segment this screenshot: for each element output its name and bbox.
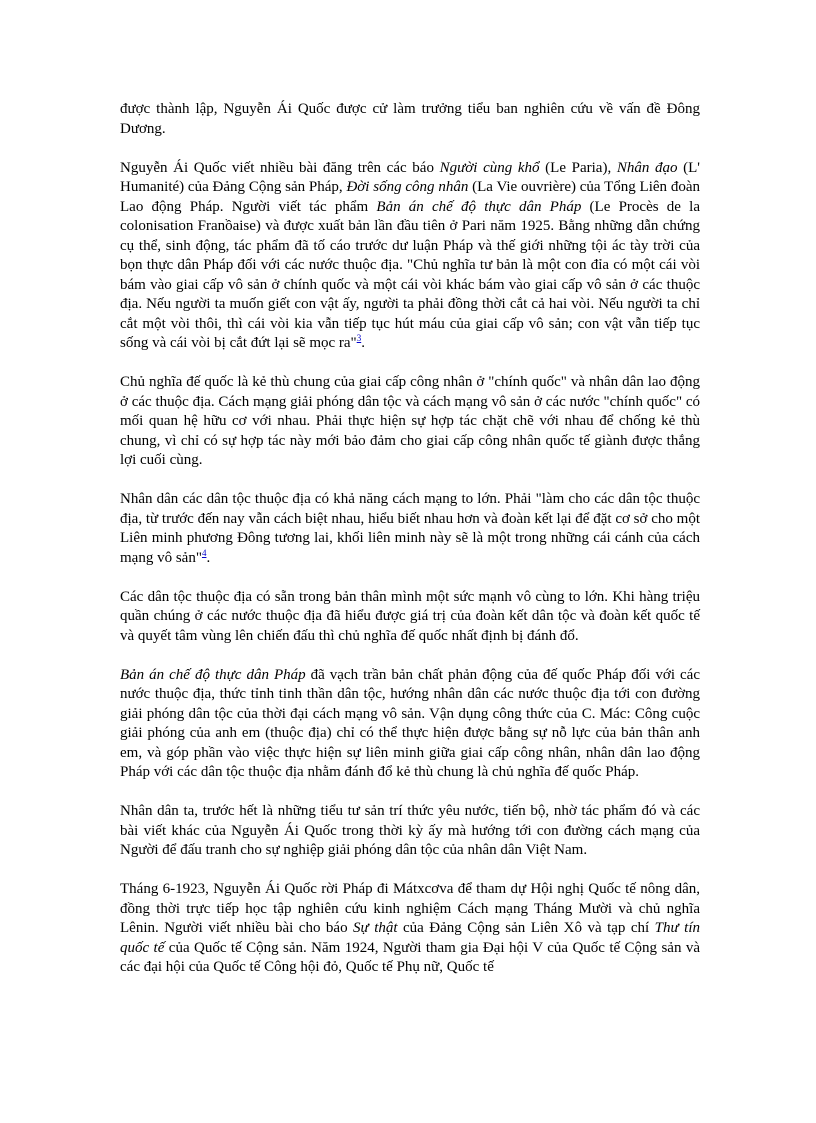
paragraph-5 [120,588,700,647]
paragraph-3 [120,373,700,471]
paragraph-2 [120,159,700,354]
paragraph-6 [120,666,700,783]
paragraph-5-text: Các dân tộc thuộc địa có sẵn trong bản thân mình một sức mạnh vô cùng to lớn. Khi hàng triệu quần chúng ở các nước thuộc địa đã hiểu được giá trị của đoàn kết dân tộc và đoàn kết quốc tế và quyết tâm vùng lên chiến đấu thì chủ nghĩa đế quốc nhất định bị đánh đổ. [120,588,700,644]
paragraph-4-text: Nhân dân các dân tộc thuộc địa có khả năng cách mạng to lớn. Phải "làm cho các dân tộc thuộc địa, từ trước đến nay vẫn cách biệt nhau, hiểu biết nhau hơn và đoàn kết lại để đặt cơ sở cho một Liên minh phương Đông tương lai, khối liên minh này sẽ là một trong những cái cánh của cách mạng vô sản" [120,491,700,566]
paragraph-2-text-i: (Le Procès de la colonisation Franồaise) và được xuất bản lần đầu tiên ở Pari năm 1925. Bằng những dẫn chứng cụ thể, sinh động, tác phẩm đã tố cáo trước dư luận Pháp và thế giới những tội ác tày trời của bọn thực dân Pháp đối với các nước thuộc địa. "Chủ nghĩa tư bản là một con đỉa có một cái vòi bám vào giai cấp vô sản ở chính quốc và một cái vòi khác bám vào giai cấp vô sản ở các thuộc địa. Nếu người ta muốn giết con vật ấy, người ta phải đồng thời cắt cả hai vòi. Nếu người ta chỉ cắt một vòi thôi, thì cái vòi kia vẫn tiếp tục hút máu của giai cấp vô sản; con vật vẫn tiếp tục sống và cái vòi bị cắt đứt lại sẽ mọc ra" [120,198,700,351]
paragraph-8-text-c: của Đảng Cộng sản Liên Xô và tạp chí [397,920,655,936]
paragraph-2-end: . [361,335,365,351]
paragraph-4 [120,490,700,568]
paragraph-2-text-g: (La Vie ouvrière) của Tổng Liên đoàn Lao động Pháp. Người viết tác phẩm [120,179,700,215]
title-ban-an-2: Bản án chế độ thực dân Pháp [120,666,306,683]
title-su-that: Sự thật [353,920,398,936]
paragraph-1 [120,100,700,139]
paragraph-8 [120,880,700,978]
paragraph-1-text: được thành lập, Nguyễn Ái Quốc được cử làm trưởng tiểu ban nghiên cứu về vấn đề Đông Dương. [120,101,700,137]
paragraph-2-text-c: (Le Paria), [539,159,617,176]
paragraph-3-text: Chủ nghĩa đế quốc là kẻ thù chung của giai cấp công nhân ở "chính quốc" và nhân dân lao động ở các thuộc địa. Cách mạng giải phóng dân tộc và cách mạng vô sản ở các nước "chính quốc" có mối quan hệ hữu cơ với nhau. Phải thực hiện sự hợp tác chặt chẽ với nhau để chống kẻ thù chung, vì chỉ có sự hợp tác này mới bảo đảm cho giai cấp công nhân quốc tế giành được thắng lợi cuối cùng. [120,374,700,468]
title-nguoi-cung-kho: Người cùng khổ [439,159,540,176]
footnote-link-3[interactable]: 3 [356,333,362,343]
paragraph-2-text-a: Nguyễn Ái Quốc viết nhiều bài đăng trên các báo [120,159,440,176]
paragraph-7-text: Nhân dân ta, trước hết là những tiểu tư sản trí thức yêu nước, tiến bộ, nhờ tác phẩm đó và các bài viết khác của Nguyễn Ái Quốc trong thời kỳ ấy mà hướng tới con đường cách mạng của Người để đấu tranh cho sự nghiệp giải phóng dân tộc của nhân dân Việt Nam. [120,803,700,858]
paragraph-8-text-a: Tháng 6-1923, Nguyễn Ái Quốc rời Pháp đi Mátxcơva để tham dự Hội nghị Quốc tế nông dân, đồng thời trực tiếp học tập nghiên cứu kinh nghiệm Cách mạng Tháng Mười và chủ nghĩa Lênin. Người viết nhiều bài cho báo [120,881,700,936]
title-doi-song-cong-nhan: Đời sống công nhân [346,179,469,195]
document-page [120,100,700,997]
paragraph-2-text-e: (L' Humanité) của Đảng Cộng sản Pháp, [120,159,700,195]
paragraph-8-text-e: của Quốc tế Cộng sản. Năm 1924, Người tham gia Đại hội V của Quốc tế Cộng sản và các đại hội của Quốc tế Công hội đỏ, Quốc tế Phụ nữ, Quốc tế [120,939,701,975]
paragraph-7 [120,802,700,861]
title-thu-tin-quoc-te: Thư tín quốc tế [120,920,700,956]
footnote-link-4[interactable]: 4 [201,547,207,558]
title-nhan-dao: Nhân đạo [616,159,678,176]
title-ban-an: Bản án chế độ thực dân Pháp [376,198,582,215]
paragraph-4-end: . [206,549,211,566]
paragraph-6-text: đã vạch trần bản chất phản động của đế quốc Pháp đối với các nước thuộc địa, thức tỉnh tinh thần dân tộc, hướng nhân dân các nước thuộc địa tới con đường giải phóng dân tộc của thời đại cách mạng vô sản. Vận dụng công thức của C. Mác: Công cuộc giải phóng của anh em (thuộc địa) chỉ có thể thực hiện được bằng sự nỗ lực của bản thân anh em, và góp phần vào việc thực hiện sự liên minh giữa giai cấp công nhân, nhân dân lao động Pháp với các dân tộc thuộc địa nhằm đánh đổ kẻ thù chung là chủ nghĩa đế quốc Pháp. [120,666,701,780]
